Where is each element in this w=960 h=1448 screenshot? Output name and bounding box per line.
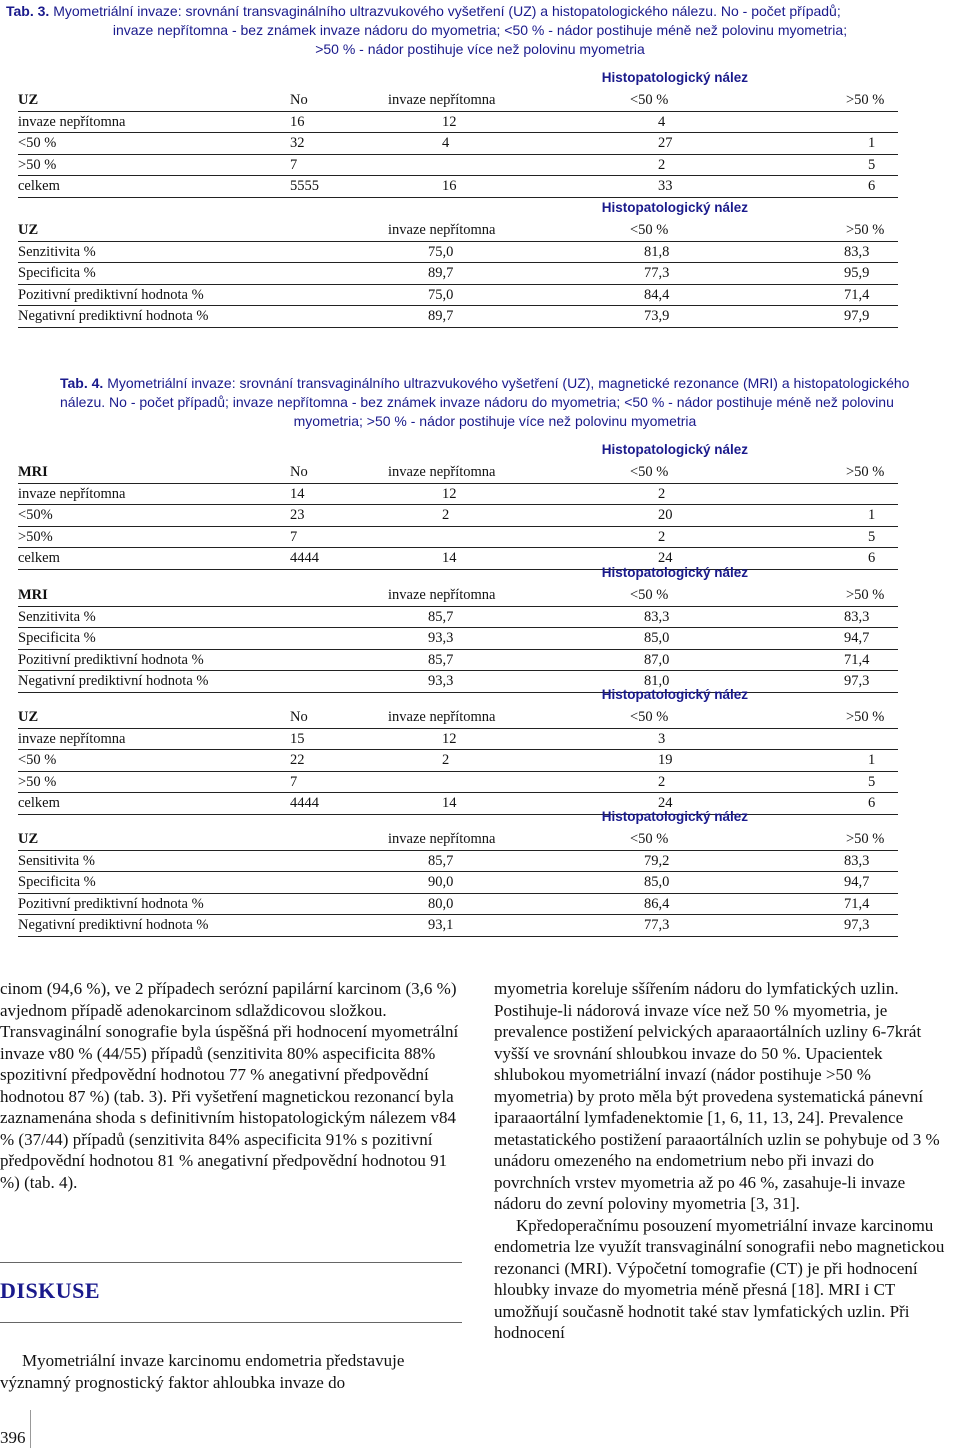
tab3-label: Tab. 3. bbox=[6, 3, 50, 19]
table-row bbox=[18, 112, 898, 134]
table-cell: No bbox=[290, 464, 308, 480]
table-cell: 12 bbox=[442, 730, 457, 747]
tab3-caption-line1: Myometriální invaze: srovnání transvaginálního ultrazvukového vyšetření (UZ) a histopatologického nálezu. No - počet případů; bbox=[53, 3, 841, 19]
table-cell: 2 bbox=[658, 485, 666, 502]
table-cell: 87,0 bbox=[644, 651, 670, 668]
table-cell: 80,0 bbox=[428, 895, 454, 912]
table-cell: Specificita % bbox=[18, 630, 96, 646]
table-cell: 4444 bbox=[290, 550, 319, 566]
table-cell: 93,3 bbox=[428, 630, 454, 646]
table-cell: 94,7 bbox=[844, 874, 870, 890]
table-cell: 5 bbox=[868, 156, 876, 173]
table-cell: Specificita % bbox=[18, 874, 96, 890]
table-row bbox=[18, 242, 898, 264]
tab3-caption-line3: >50 % - nádor postihuje více než polovinu myometria bbox=[315, 41, 645, 57]
table-cell: 86,4 bbox=[644, 895, 670, 912]
tab3-caption-line2: invaze nepřítomna - bez známek invaze nádoru do myometria; <50 % - nádor postihuje méně než polovinu myometria; bbox=[112, 22, 848, 38]
table-cell: invaze nepřítomna bbox=[388, 92, 496, 108]
table-row bbox=[18, 750, 898, 772]
table-cell: 71,4 bbox=[844, 286, 870, 303]
table-cell: celkem bbox=[18, 178, 60, 194]
table-cell: 97,3 bbox=[844, 673, 870, 689]
table-cell: 12 bbox=[442, 485, 457, 502]
table-cell: 77,3 bbox=[644, 917, 670, 933]
tab4-caption-line2: nálezu. No - počet případů; invaze nepřítomna - bez známek invaze nádoru do myometria; <50 % - nádor postihuje méně než polovinu bbox=[60, 394, 894, 410]
table-cell: 83,3 bbox=[844, 608, 870, 625]
table-cell: celkem bbox=[18, 795, 60, 811]
table-cell: 81,8 bbox=[644, 243, 670, 260]
table-cell: Negativní prediktivní hodnota % bbox=[18, 308, 209, 324]
table-cell: No bbox=[290, 709, 308, 725]
table-cell: 89,7 bbox=[428, 308, 454, 324]
table-cell: MRI bbox=[18, 464, 48, 480]
table-cell: celkem bbox=[18, 550, 60, 566]
table-cell: Negativní prediktivní hodnota % bbox=[18, 673, 209, 689]
table-cell: >50 % bbox=[846, 709, 885, 725]
table-cell: invaze nepřítomna bbox=[388, 831, 496, 847]
table-cell: invaze nepřítomna bbox=[18, 485, 126, 502]
table-cell: 5 bbox=[868, 528, 876, 545]
table-cell: 83,3 bbox=[844, 243, 870, 260]
table-cell: 7 bbox=[290, 528, 298, 545]
table-cell: 33 bbox=[658, 178, 673, 194]
table-cell: Histopatologický nález bbox=[601, 200, 748, 215]
table-group-header bbox=[18, 442, 898, 462]
table-row bbox=[18, 915, 898, 937]
table-cell: 1 bbox=[868, 752, 876, 768]
table-row bbox=[18, 176, 898, 198]
table-cell: 83,3 bbox=[644, 608, 670, 625]
table-cell: invaze nepřítomna bbox=[18, 113, 126, 130]
table-cell: 5555 bbox=[290, 178, 319, 194]
table-cell: 15 bbox=[290, 730, 305, 747]
table-cell: 6 bbox=[868, 795, 876, 811]
table-row bbox=[18, 133, 898, 155]
table-row bbox=[18, 527, 898, 549]
table-cell: 3 bbox=[658, 730, 666, 747]
table-cell: 23 bbox=[290, 507, 305, 523]
tab4-caption-line3: myometria; >50 % - nádor postihuje více než polovinu myometria bbox=[293, 413, 697, 429]
table-header-row bbox=[18, 220, 898, 242]
table-row bbox=[18, 263, 898, 285]
table-header-row bbox=[18, 90, 898, 112]
table-cell: Histopatologický nález bbox=[601, 442, 748, 457]
tab4-mri-counts-table bbox=[18, 442, 898, 570]
table-cell: 94,7 bbox=[844, 630, 870, 646]
table-row bbox=[18, 285, 898, 307]
left-column-text-2 bbox=[0, 1350, 460, 1393]
table-cell: <50 % bbox=[630, 464, 669, 480]
section-rule-bottom bbox=[0, 1322, 462, 1323]
table-cell: >50 % bbox=[18, 156, 57, 173]
table-cell: Senzitivita % bbox=[18, 608, 96, 625]
table-cell: UZ bbox=[18, 222, 39, 238]
table-cell: 71,4 bbox=[844, 895, 870, 912]
table-cell: invaze nepřítomna bbox=[388, 709, 496, 725]
table-cell: <50% bbox=[18, 507, 53, 523]
table-cell: 2 bbox=[658, 156, 666, 173]
table-cell: <50 % bbox=[630, 709, 669, 725]
table-row bbox=[18, 872, 898, 894]
table-cell: UZ bbox=[18, 92, 39, 108]
tab3-counts-table bbox=[18, 70, 898, 198]
tab4-label: Tab. 4. bbox=[60, 375, 104, 391]
tab4-uz-counts-table bbox=[18, 687, 898, 815]
tab4-caption bbox=[60, 374, 930, 431]
table-cell: MRI bbox=[18, 587, 48, 603]
tab4-mri-metrics-table bbox=[18, 565, 898, 693]
table-cell: <50 % bbox=[630, 92, 669, 108]
table-cell: 20 bbox=[658, 507, 673, 523]
table-cell: <50 % bbox=[18, 752, 57, 768]
table-cell: 90,0 bbox=[428, 874, 454, 890]
table-cell: 75,0 bbox=[428, 243, 454, 260]
table-cell: 24 bbox=[658, 550, 673, 566]
table-cell: 2 bbox=[442, 507, 450, 523]
table-cell: 2 bbox=[658, 773, 666, 790]
table-cell: 32 bbox=[290, 135, 305, 151]
table-cell: 5 bbox=[868, 773, 876, 790]
table-cell: 2 bbox=[658, 528, 666, 545]
table-header-row bbox=[18, 829, 898, 851]
table-cell: 85,7 bbox=[428, 608, 454, 625]
table-cell: Pozitivní prediktivní hodnota % bbox=[18, 286, 204, 303]
table-cell: invaze nepřítomna bbox=[388, 587, 496, 603]
right-column-text bbox=[494, 978, 946, 1344]
table-row bbox=[18, 650, 898, 672]
table-cell: 6 bbox=[868, 178, 876, 194]
tab3-metrics-table bbox=[18, 200, 898, 328]
table-cell: >50 % bbox=[846, 92, 885, 108]
table-cell: 6 bbox=[868, 550, 876, 566]
table-cell: Histopatologický nález bbox=[601, 687, 748, 702]
table-group-header bbox=[18, 809, 898, 829]
table-cell: 83,3 bbox=[844, 852, 870, 869]
table-row bbox=[18, 306, 898, 328]
table-cell: >50 % bbox=[18, 773, 57, 790]
table-cell: 93,3 bbox=[428, 673, 454, 689]
table-cell: 97,9 bbox=[844, 308, 870, 324]
table-cell: 14 bbox=[442, 795, 457, 811]
table-cell: Pozitivní prediktivní hodnota % bbox=[18, 895, 204, 912]
table-row bbox=[18, 628, 898, 650]
table-cell: >50 % bbox=[846, 464, 885, 480]
left-column-text bbox=[0, 978, 460, 1193]
table-cell: 16 bbox=[290, 113, 305, 130]
table-row bbox=[18, 729, 898, 751]
table-cell: 75,0 bbox=[428, 286, 454, 303]
table-cell: 84,4 bbox=[644, 286, 670, 303]
table-group-header bbox=[18, 200, 898, 220]
table-cell: 97,3 bbox=[844, 917, 870, 933]
table-cell: >50 % bbox=[846, 831, 885, 847]
table-cell: 7 bbox=[290, 773, 298, 790]
section-rule-top bbox=[0, 1262, 462, 1263]
table-cell: UZ bbox=[18, 831, 39, 847]
table-cell: 1 bbox=[868, 135, 876, 151]
table-row bbox=[18, 484, 898, 506]
table-cell: Pozitivní prediktivní hodnota % bbox=[18, 651, 204, 668]
tab3-caption bbox=[6, 2, 954, 59]
table-cell: 12 bbox=[442, 113, 457, 130]
table-cell: invaze nepřítomna bbox=[388, 222, 496, 238]
table-cell: 14 bbox=[290, 485, 305, 502]
table-cell: 85,0 bbox=[644, 874, 670, 890]
page-number: 396 bbox=[0, 1428, 26, 1447]
table-cell: 71,4 bbox=[844, 651, 870, 668]
table-cell: <50 % bbox=[18, 135, 57, 151]
right-paragraph-2: Kpředoperačnímu posouzení myometriální invaze karcinomu endometria lze využít transvaginální sonografii nebo magnetickou rezonanci (MRI). Výpočetní tomografie (CT) je při hodnocení hloubky invaze do myometria méně přesná [18]. MRI i CT umožňují současně hodnotit také stav lymfatických uzlin. Při hodnocení bbox=[494, 1215, 945, 1342]
table-cell: Sensitivita % bbox=[18, 852, 95, 869]
table-cell: 7 bbox=[290, 156, 298, 173]
table-cell: 85,0 bbox=[644, 630, 670, 646]
table-cell: 77,3 bbox=[644, 265, 670, 281]
table-cell: 89,7 bbox=[428, 265, 454, 281]
table-cell: <50 % bbox=[630, 222, 669, 238]
left-paragraph-2: Myometriální invaze karcinomu endometria představuje významný prognostický faktor ahloubka invaze do bbox=[0, 1351, 405, 1392]
table-cell: 4 bbox=[442, 135, 450, 151]
table-cell: 16 bbox=[442, 178, 457, 194]
table-cell: invaze nepřítomna bbox=[388, 464, 496, 480]
table-group-header bbox=[18, 687, 898, 707]
table-row bbox=[18, 851, 898, 873]
table-header-row bbox=[18, 707, 898, 729]
table-cell: 85,7 bbox=[428, 651, 454, 668]
table-cell: Specificita % bbox=[18, 265, 96, 281]
table-cell: 73,9 bbox=[644, 308, 670, 324]
left-paragraph-1: cinom (94,6 %), ve 2 případech serózní papilární karcinom (3,6 %) avjednom případě adenokarcinom sdlaždicovou složkou. Transvaginální sonografie byla úspěšná při hodnocení myometrální invaze v80 % (44/55) případů (senzitivita 80% aspecificita 88% spozitivní předpovědní hodnotou 77 % anegativní předpovědní hodnotou 87 %) (tab. 3). Při vyšetření magnetickou rezonancí byla zaznamenána shoda s definitivním histopatologickým nálezem v84 % (37/44) případů (senzitivita 84% aspecificita 91% s pozitivní předpovědní hodnotou 81 % anegativní předpovědní hodnotou 91 %) (tab. 4). bbox=[0, 979, 459, 1192]
table-cell: 79,2 bbox=[644, 852, 670, 869]
right-paragraph-1: myometria koreluje sšířením nádoru do lymfatických uzlin. Postihuje-li nádorová invaze více než 50 % myometria, je prevalence postižení pelvických aparaaortálních uzliny 6-7krát vyšší ve srovnání shloubkou invaze do 50 %. Upacientek shlubokou myometriální invazí (nádor postihuje >50 % myometria) by proto měla být provedena systematická pánevní iparaaortální lymfadenektomie [1, 6, 11, 13, 24]. Prevalence metastatického postižení paraaortálních uzlin se pohybuje od 3 % unádoru omezeného na endometrium nebo při invazi do povrchních vrstev myometria až po 46 %, zasahuje-li invaze nádoru do zevní poloviny myometria [3, 31]. bbox=[494, 979, 940, 1213]
footer-divider bbox=[30, 1410, 31, 1448]
tab4-uz-metrics-table bbox=[18, 809, 898, 937]
table-cell: 85,7 bbox=[428, 852, 454, 869]
table-cell: No bbox=[290, 92, 308, 108]
table-header-row bbox=[18, 585, 898, 607]
table-cell: 22 bbox=[290, 752, 305, 768]
table-row bbox=[18, 155, 898, 177]
table-cell: 19 bbox=[658, 752, 673, 768]
table-cell: 27 bbox=[658, 135, 673, 151]
table-cell: <50 % bbox=[630, 831, 669, 847]
table-cell: Histopatologický nález bbox=[601, 70, 748, 85]
table-cell: Histopatologický nález bbox=[601, 809, 748, 824]
table-cell: UZ bbox=[18, 709, 39, 725]
section-heading-diskuse: DISKUSE bbox=[0, 1278, 101, 1303]
table-cell: Senzitivita % bbox=[18, 243, 96, 260]
table-cell: 4 bbox=[658, 113, 666, 130]
table-cell: 81,0 bbox=[644, 673, 670, 689]
table-cell: 95,9 bbox=[844, 265, 870, 281]
table-cell: 2 bbox=[442, 752, 450, 768]
table-group-header bbox=[18, 70, 898, 90]
table-cell: Histopatologický nález bbox=[601, 565, 748, 580]
table-cell: 4444 bbox=[290, 795, 319, 811]
table-cell: <50 % bbox=[630, 587, 669, 603]
table-row bbox=[18, 772, 898, 794]
table-row bbox=[18, 505, 898, 527]
table-header-row bbox=[18, 462, 898, 484]
table-group-header bbox=[18, 565, 898, 585]
table-cell: Negativní prediktivní hodnota % bbox=[18, 917, 209, 933]
table-cell: 24 bbox=[658, 795, 673, 811]
tab4-caption-line1: Myometriální invaze: srovnání transvaginálního ultrazvukového vyšetření (UZ), magnetické rezonance (MRI) a histopatologického bbox=[107, 375, 910, 391]
table-cell: 14 bbox=[442, 550, 457, 566]
table-cell: invaze nepřítomna bbox=[18, 730, 126, 747]
table-cell: >50 % bbox=[846, 587, 885, 603]
table-cell: >50% bbox=[18, 528, 53, 545]
table-cell: 1 bbox=[868, 507, 876, 523]
table-cell: >50 % bbox=[846, 222, 885, 238]
table-row bbox=[18, 894, 898, 916]
table-row bbox=[18, 607, 898, 629]
table-cell: 93,1 bbox=[428, 917, 454, 933]
